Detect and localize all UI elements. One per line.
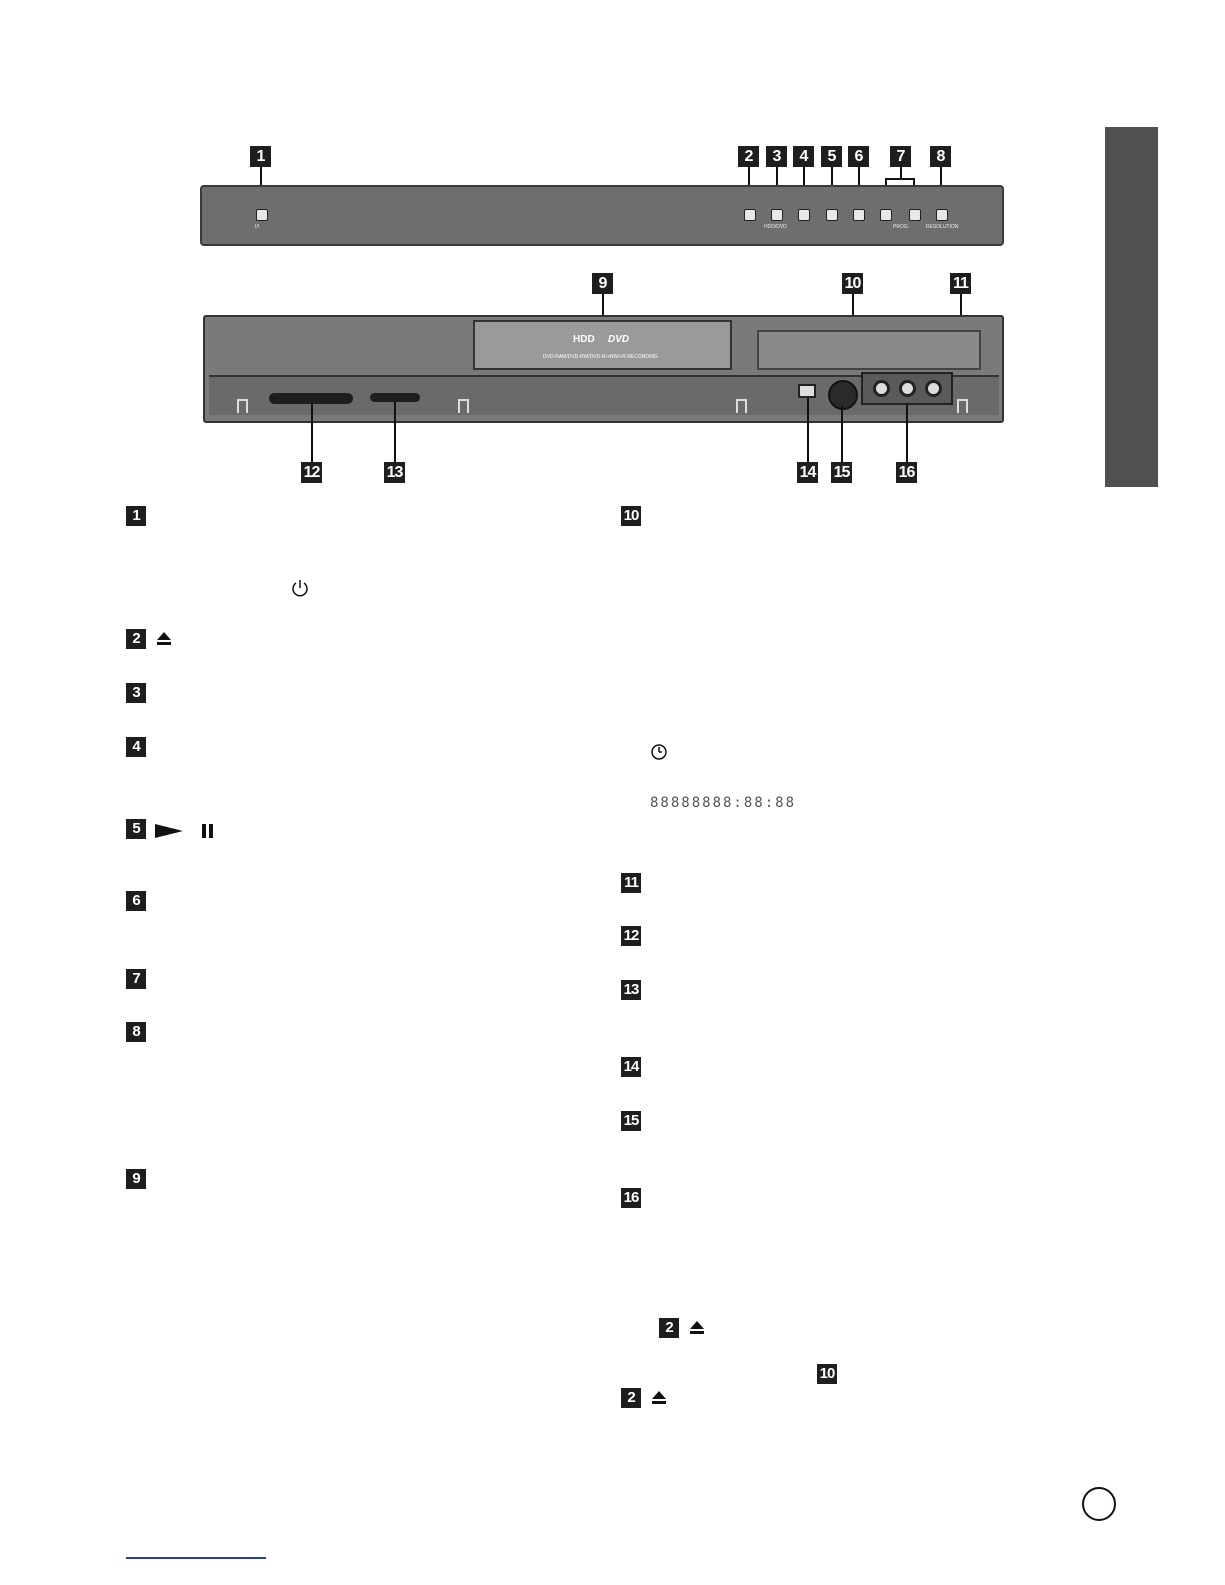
callout-8: 8 [930,146,951,167]
key-15: 15 [621,1111,641,1131]
callout-15: 15 [831,462,852,483]
inline-ref-10: 10 [817,1364,837,1384]
audio-right-jack [925,380,942,397]
card-slot-a [269,393,353,404]
callout-6: 6 [848,146,869,167]
callout-16: 16 [896,462,917,483]
callout-10: 10 [842,273,863,294]
resolution-label: RESOLUTION [926,224,959,230]
pause-icon [201,822,215,842]
callout-11: 11 [950,273,971,294]
play-icon [155,822,185,842]
prog-up-button [909,209,921,221]
key-14: 14 [621,1057,641,1077]
video-jack [873,380,890,397]
key-12: 12 [621,926,641,946]
callout-12: 12 [301,462,322,483]
hdd-logo: HDD [573,334,595,345]
power-icon [290,578,310,602]
key-11: 11 [621,873,641,893]
eject-button [744,209,756,221]
hdd-dvd-label: HDD/DVD [764,224,787,230]
callout-5: 5 [821,146,842,167]
page-number-circle [1082,1487,1116,1521]
key-13: 13 [621,980,641,1000]
eject-icon [650,1388,668,1410]
prog-label: PROG. [893,224,910,230]
prog-down-button [880,209,892,221]
callout-9: 9 [592,273,613,294]
record-button [853,209,865,221]
foot [736,399,747,413]
power-label: I/I [255,224,260,230]
recording-formats: DVD-RAM/DVD-RW/DVD-R/+RW/+R RECORDING [543,354,658,360]
eject-icon [688,1318,706,1340]
key-5: 5 [126,819,146,839]
power-button [256,209,268,221]
key-3: 3 [126,683,146,703]
callout-1: 1 [250,146,271,167]
callout-3: 3 [766,146,787,167]
resolution-button [936,209,948,221]
s-video-jack [828,380,858,410]
key-7: 7 [126,969,146,989]
card-slot-b [370,393,420,402]
audio-left-jack [899,380,916,397]
key-8: 8 [126,1022,146,1042]
stop-button [798,209,810,221]
hdd-dvd-button [771,209,783,221]
key-9: 9 [126,1169,146,1189]
key-6: 6 [126,891,146,911]
key-16: 16 [621,1188,641,1208]
section-side-tab [1105,127,1158,487]
play-pause-button [826,209,838,221]
dvd-logo: DVD [608,334,630,345]
display-window [757,330,981,370]
callout-7: 7 [890,146,911,167]
key-2: 2 [126,629,146,649]
av-jack-panel [861,372,953,405]
foot [237,399,248,413]
footer-link-underline [126,1557,266,1559]
key-1: 1 [126,506,146,526]
eject-icon [155,629,173,651]
callout-2: 2 [738,146,759,167]
display-segments: 88888888:88:88 [650,795,797,811]
callout-13: 13 [384,462,405,483]
key-4: 4 [126,737,146,757]
inline-ref-2: 2 [659,1318,679,1338]
foot [458,399,469,413]
inline-ref-2b: 2 [621,1388,641,1408]
dv-input-jack [798,384,816,398]
key-10: 10 [621,506,641,526]
clock-icon [650,743,668,765]
foot [957,399,968,413]
callout-4: 4 [793,146,814,167]
disc-tray [473,320,732,370]
callout-14: 14 [797,462,818,483]
